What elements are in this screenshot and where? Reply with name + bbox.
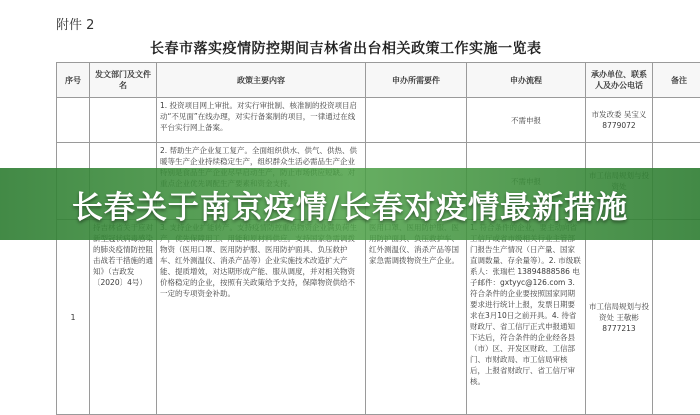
- row-content: 1. 投资项目网上审批。对实行审批制、核准制的投资项目启动“不见面”在线办理，对实行备案制的项目，一律通过在线平台实行网上备案。: [157, 98, 366, 143]
- headline-text: 长春关于南京疫情/长春对疫情最新措施: [72, 182, 628, 227]
- header-unit: 承办单位、联系人及办公电话: [586, 63, 653, 98]
- row-materials: [366, 98, 467, 143]
- row-note: [653, 98, 700, 143]
- header-dept: 发文部门及文件名: [90, 63, 157, 98]
- header-process: 申办流程: [467, 63, 586, 98]
- row-no: [57, 98, 90, 143]
- table-row: [57, 98, 700, 143]
- header-no: 序号: [57, 63, 90, 98]
- row-process: 门报告生产情况（日产量、国家直调数量、存余量等）。2. 市级联系人：张瑞栏 13894888586 电子邮件：gxtyyc@126.com 3. 符合条件的企业要按照国家同期要求进行统计上报，发票日期要求在3月10日之前开具。4. 待省财政厅、省工信厅正式申报通知下达后，符合条件的企业经各县（市）区、开发区财政、工信部门、市财政局、市工信局审核后，上报省财政厅、省工信厅审核。: [467, 220, 586, 415]
- row-unit: 市工信局规划与投资处 王敬彬8777213: [586, 220, 653, 415]
- document-title: 长春市落实疫情防控期间吉林省出台相关政策工作实施一览表: [150, 38, 590, 58]
- row-content: 2. 帮助生产企业复工复产。全面组织供水、供气、供热、供暖等生产企业持续稳定生产，组织群众生活必需品生产企业: [157, 143, 366, 220]
- row-content: 物资（医用口罩、医用防护服、医用防护面具、负压救护车、红外测温仪、消杀产品等）企业实施技术改造扩大产能、提质增效，对达期形成产能、服从调度，并对相关物资价格稳定的企业，按照有关政策给予支持，保障物资供给不一定的专项资金补助。: [157, 220, 366, 415]
- attachment-label: 附件 2: [56, 14, 94, 33]
- row-process: 不需申报: [467, 98, 586, 143]
- row-no: 1: [57, 220, 90, 415]
- headline-banner: [0, 168, 700, 240]
- header-content: 政策主要内容: [157, 63, 366, 98]
- row-unit: 市发改委 吴宝义8779072: [586, 98, 653, 143]
- row-note: [653, 220, 700, 415]
- header-note: 备注: [653, 63, 700, 98]
- row-materials: 红外测温仪、消杀产品等国家急需调拨物资生产企业。: [366, 220, 467, 415]
- table-header-row: [57, 63, 700, 98]
- header-materials: 申办所需要件: [366, 63, 467, 98]
- table-row: [57, 220, 700, 415]
- row-dept: 的肺炎疫情防控阻击战若干措施的通知》（吉政发〔2020〕4号）: [90, 220, 157, 415]
- row-dept: [90, 98, 157, 143]
